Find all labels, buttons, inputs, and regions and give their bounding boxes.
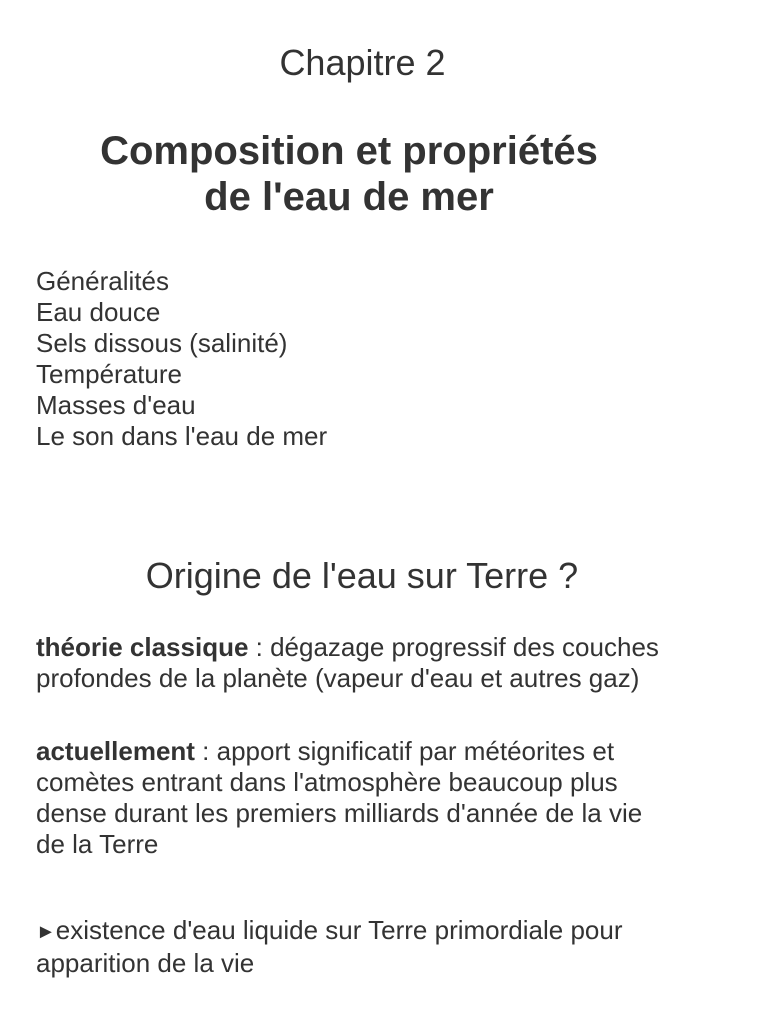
toc-item-eau-douce: Eau douce <box>36 297 161 327</box>
title-line-2: de l'eau de mer <box>204 175 494 219</box>
title-line-1: Composition et propriétés <box>100 129 598 173</box>
table-of-contents <box>36 266 327 452</box>
section-title: Origine de l'eau sur Terre ? <box>145 555 579 596</box>
paragraph-classic-theory <box>36 632 676 694</box>
toc-item-son: Le son dans l'eau de mer <box>36 421 328 451</box>
chapter-heading: Chapitre 2 <box>279 42 446 83</box>
toc-item-generalites: Généralités <box>36 266 169 296</box>
toc-item-temperature: Température <box>36 359 182 389</box>
paragraph-classic-theory-term: théorie classique <box>36 632 249 662</box>
conclusion-text: existence d'eau liquide sur Terre primordiale pour apparition de la vie <box>36 915 623 978</box>
conclusion-paragraph <box>36 915 696 979</box>
page-title <box>0 128 698 220</box>
paragraph-classic-theory-text: : dégazage progressif des couches profondes de la planète (vapeur d'eau et autres gaz) <box>36 632 659 693</box>
arrow-right-icon: ► <box>36 921 56 943</box>
toc-item-masses-d-eau: Masses d'eau <box>36 390 196 420</box>
paragraph-current-theory <box>36 736 676 860</box>
toc-item-sels-dissous: Sels dissous (salinité) <box>36 328 288 358</box>
paragraph-current-theory-text: : apport significatif par météorites et comètes entrant dans l'atmosphère beaucoup plus dense durant les premiers milliards d'année de la vie de la Terre <box>36 736 643 859</box>
paragraph-current-theory-term: actuellement <box>36 736 195 766</box>
